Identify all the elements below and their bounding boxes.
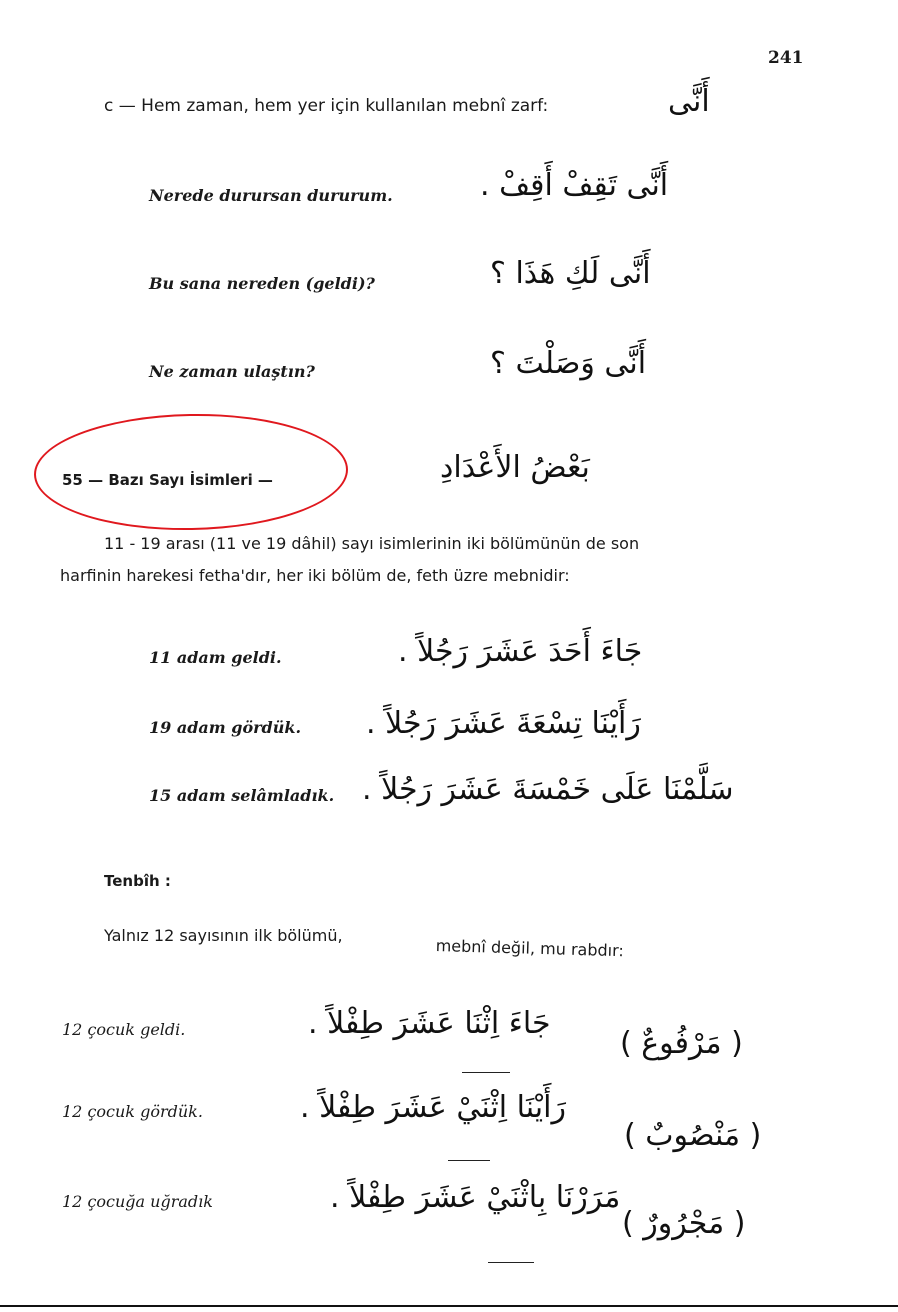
example-turkish-1: Nerede durursan dururum.	[149, 186, 393, 205]
tenbih-text-part-1: Yalnız 12 sayısının ilk bölümü,	[104, 926, 343, 945]
tenbih-example-turkish-1: 12 çocuk geldi.	[62, 1020, 186, 1039]
example-arabic-1: أَنَّى تَقِفْ أَقِفْ .	[480, 168, 669, 203]
section-55-paragraph-line-1: 11 - 19 arası (11 ve 19 dâhil) sayı isimlerinin iki bölümünün de son	[104, 534, 640, 553]
section-c-heading: c — Hem zaman, hem yer için kullanılan mebnî zarf:	[104, 96, 549, 116]
number-example-turkish-1: 11 adam geldi.	[149, 648, 282, 667]
tenbih-example-turkish-3: 12 çocuğa uğradık	[62, 1192, 213, 1211]
tenbih-example-case-3: ( مَجْرُورٌ )	[622, 1206, 746, 1241]
example-arabic-2: أَنَّى لَكِ هَذَا ؟	[490, 256, 651, 291]
tenbih-example-case-1: ( مَرْفُوعٌ )	[620, 1026, 743, 1061]
page-bottom-edge	[0, 1305, 898, 1307]
tenbih-text-part-2: mebnî değil, mu rabdır:	[435, 936, 625, 961]
number-example-turkish-2: 19 adam gördük.	[149, 718, 302, 737]
example-arabic-3: أَنَّى وَصَلْتَ ؟	[490, 346, 647, 381]
section-55-title: 55 — Bazı Sayı İsimleri —	[62, 471, 273, 489]
tenbih-label: Tenbîh :	[104, 872, 171, 890]
example-turkish-2: Bu sana nereden (geldi)?	[149, 274, 375, 293]
tenbih-example-arabic-1: جَاءَ اِثْنَا عَشَرَ طِفْلاً .	[308, 1006, 551, 1041]
example-turkish-3: Ne zaman ulaştın?	[149, 362, 315, 381]
page-number: 241	[768, 48, 804, 68]
underline-2	[448, 1160, 490, 1161]
number-example-arabic-2: رَأَيْنَا تِسْعَةَ عَشَرَ رَجُلاً .	[366, 706, 641, 741]
number-example-turkish-3: 15 adam selâmladık.	[149, 786, 335, 805]
underline-1	[462, 1072, 510, 1073]
section-c-heading-arabic: أَنَّى	[668, 84, 710, 119]
tenbih-example-turkish-2: 12 çocuk gördük.	[62, 1102, 203, 1121]
tenbih-example-case-2: ( مَنْصُوبٌ )	[624, 1118, 762, 1153]
tenbih-example-arabic-3: مَرَرْنَا بِاثْنَيْ عَشَرَ طِفْلاً .	[330, 1180, 621, 1215]
tenbih-example-arabic-2: رَأَيْنَا اِثْنَيْ عَشَرَ طِفْلاً .	[300, 1090, 566, 1125]
number-example-arabic-1: جَاءَ أَحَدَ عَشَرَ رَجُلاً .	[398, 634, 643, 669]
section-55-paragraph-line-2: harfinin harekesi fetha'dır, her iki bölüm de, feth üzre mebnidir:	[60, 566, 570, 585]
number-example-arabic-3: سَلَّمْنَا عَلَى خَمْسَةَ عَشَرَ رَجُلاً .	[362, 772, 734, 807]
underline-3	[488, 1262, 534, 1263]
section-55-arabic-title: بَعْضُ الأَعْدَادِ	[440, 450, 590, 485]
